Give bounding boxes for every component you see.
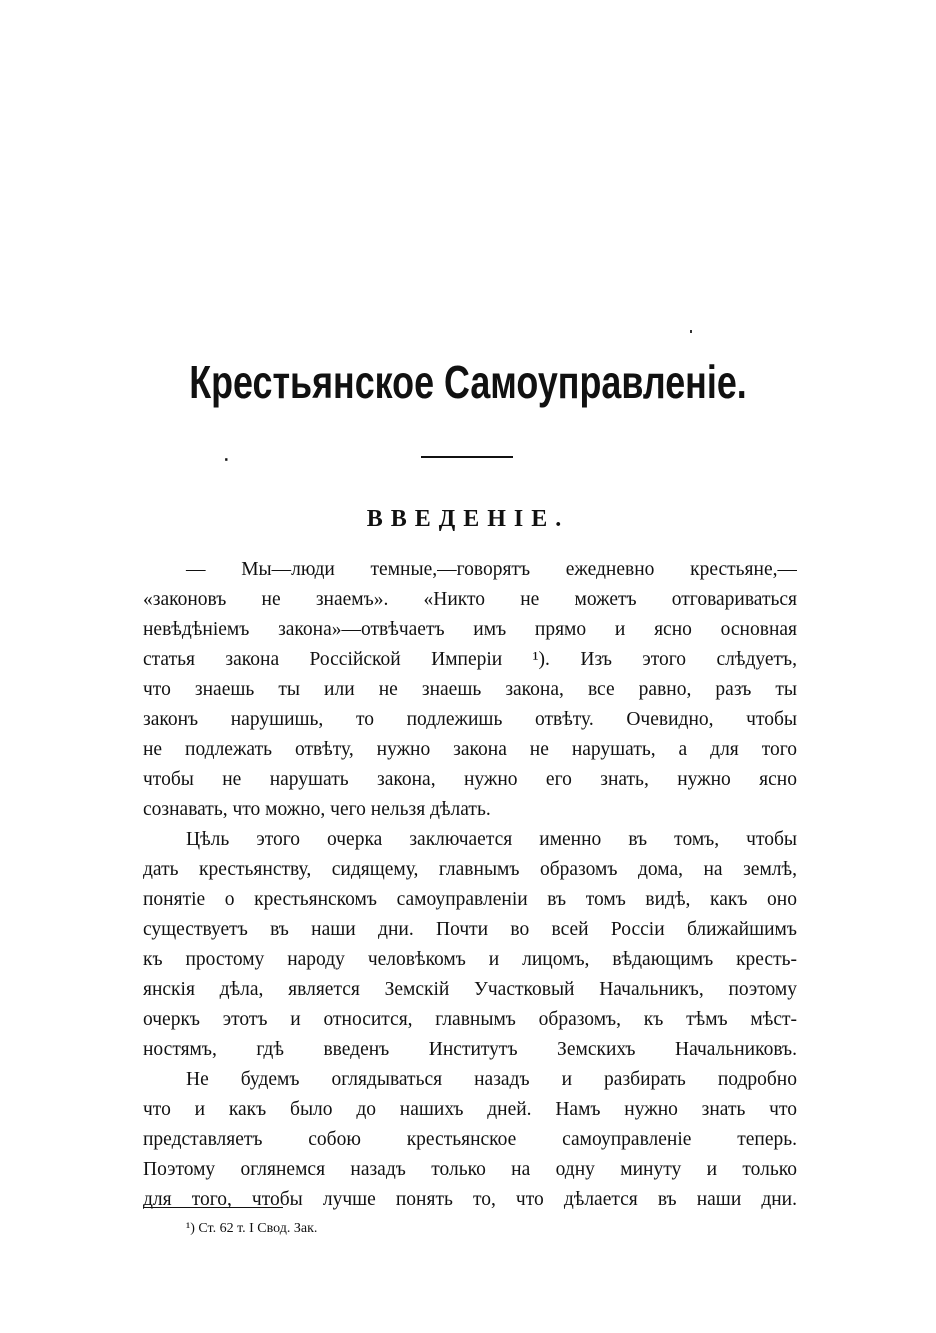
text-line: понятіе о крестьянскомъ самоуправленіи въ томъ видѣ, какъ оно — [143, 889, 797, 910]
text-line: что знаешь ты или не знаешь закона, все равно, разъ ты — [143, 679, 797, 700]
title-divider — [421, 456, 513, 458]
text-line: къ простому народу человѣкомъ и лицомъ, вѣдающимъ кресть- — [143, 949, 797, 970]
text-line: чтобы не нарушать закона, нужно его знать, нужно ясно — [143, 769, 797, 790]
text-line: дать крестьянству, сидящему, главнымъ образомъ дома, на землѣ, — [143, 859, 797, 880]
text-line: «законовъ не знаемъ». «Никто не можетъ отговариваться — [143, 589, 797, 610]
text-line: сознавать, что можно, чего нельзя дѣлать. — [143, 799, 491, 820]
text-line: — Мы—люди темные,—говорятъ ежедневно крестьяне,— — [186, 559, 797, 580]
text-line: невѣдѣніемъ закона»—отвѣчаетъ имъ прямо и ясно основная — [143, 619, 797, 640]
page-title: Крестьянское Самоуправленіе. — [189, 356, 747, 408]
text-line: для того, чтобы лучше понять то, что дѣлается въ наши дни. — [143, 1189, 797, 1210]
text-line: статья закона Россійской Имперіи ¹). Изъ этого слѣдуетъ, — [143, 649, 797, 670]
body-text — [143, 555, 797, 1215]
text-line: что и какъ было до нашихъ дней. Намъ нужно знать что — [143, 1099, 797, 1120]
text-line: законъ нарушишь, то подлежишь отвѣту. Очевидно, чтобы — [143, 709, 797, 730]
text-line: существуетъ въ наши дни. Почти во всей Россіи ближайшимъ — [143, 919, 797, 940]
print-speck — [690, 330, 692, 333]
text-line: Не будемъ оглядываться назадъ и разбирать подробно — [186, 1069, 797, 1090]
text-line: представляетъ собою крестьянское самоуправленіе теперь. — [143, 1129, 797, 1150]
footnote-divider — [143, 1207, 283, 1208]
print-mark: ٠ — [222, 451, 231, 468]
text-line: Поэтому оглянемся назадъ только на одну минуту и только — [143, 1159, 797, 1180]
footnote: ¹) Ст. 62 т. I Свод. Зак. — [186, 1221, 318, 1236]
text-line: янскія дѣла, является Земскій Участковый Начальникъ, поэтому — [143, 979, 797, 1000]
text-line: не подлежать отвѣту, нужно закона не нарушать, а для того — [143, 739, 797, 760]
text-line: очеркъ этотъ и относится, главнымъ образомъ, къ тѣмъ мѣст- — [143, 1009, 797, 1030]
text-line: ностямъ, гдѣ введенъ Институтъ Земскихъ Начальниковъ. — [143, 1039, 797, 1060]
text-line: Цѣль этого очерка заключается именно въ томъ, чтобы — [186, 829, 797, 850]
section-heading: ВВЕДЕНІЕ. — [366, 506, 570, 532]
